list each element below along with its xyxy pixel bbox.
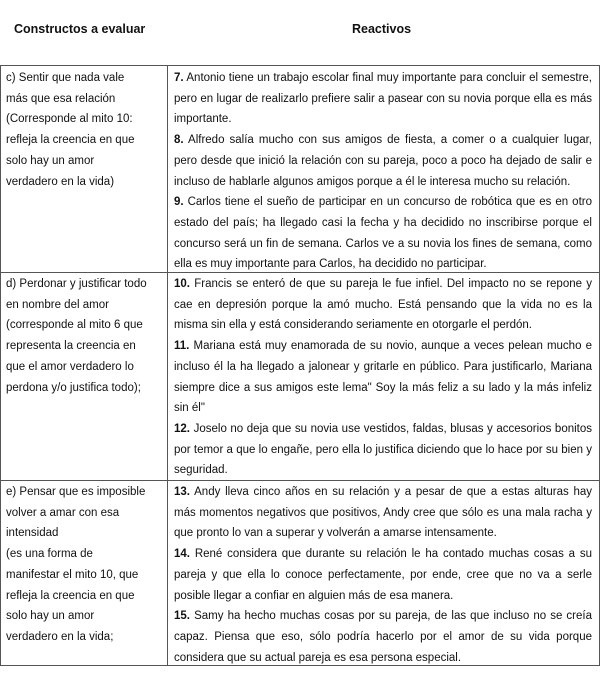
item-number: 9.: [174, 196, 184, 209]
column-divider: [167, 66, 168, 666]
construct-cell: [6, 274, 166, 398]
construct-line: (corresponde al mito 6 que: [6, 319, 143, 332]
construct-line: intensidad: [6, 527, 59, 540]
items-cell: [174, 274, 592, 481]
item-number: 15.: [174, 610, 190, 623]
construct-line: c) Sentir que nada vale: [6, 72, 125, 84]
construct-line: solo hay un amor: [6, 610, 95, 623]
construct-line: manifestar el mito 10, que: [6, 568, 139, 581]
item-text: Alfredo salía mucho con sus amigos de fiesta, a comer o a cualquier lugar, pero desde que inició la relación con su pareja, poco a poco ha dejado de salir e incluso de hablarle algunos amigos porque a él le interesa mucho su relación.: [174, 134, 593, 188]
construct-line: perdona y/o justifica todo);: [6, 381, 141, 394]
item-text: Samy ha hecho muchas cosas por su pareja, de las que incluso no se creía capaz. Piensa que eso, sólo podría hacerlo por el amor de su vida porque considera que su actual pareja es esa persona especial.: [174, 610, 592, 664]
construct-cell: [6, 68, 166, 192]
construct-line: verdadero en la vida): [6, 175, 115, 188]
items-cell: [174, 68, 592, 275]
construct-line: en nombre del amor: [6, 298, 109, 311]
construct-line: volver a amar con esa: [6, 506, 120, 519]
construct-cell: [6, 482, 166, 648]
item-number: 14.: [174, 548, 190, 561]
construct-line: más que esa relación: [6, 92, 116, 105]
item-number: 7.: [174, 72, 184, 84]
item-text: Mariana está muy enamorada de su novio, aunque a veces pelean mucho e incluso él la ha llegado a jalonear y gritarle en público. Para justificarlo, Mariana siempre dice a sus amigos este lema" Soy la más feliz a su lado y la más infeliz sin él": [174, 340, 592, 415]
item-text: Carlos tiene el sueño de participar en un concurso de robótica que es en otro estado del país; ha llegado casi la fecha y ha decidido no inscribirse porque el concurso será un fin de semana. Carlos ve a su novia los fines de semana, como ella es muy importante para Carlos, ha decidido no participar.: [174, 196, 592, 271]
construct-line: solo hay un amor: [6, 154, 95, 167]
construct-line: e) Pensar que es imposible: [6, 486, 146, 498]
item-paragraph: [174, 336, 592, 419]
item-paragraph: [174, 482, 592, 544]
item-paragraph: [174, 419, 592, 481]
construct-line: refleja la creencia en que: [6, 589, 135, 602]
item-paragraph: [174, 606, 592, 668]
table-header: [0, 0, 600, 58]
item-number: 12.: [174, 422, 190, 435]
items-cell: [174, 482, 592, 668]
header-constructs: Constructos a evaluar: [14, 22, 146, 36]
item-paragraph: [174, 544, 592, 606]
item-number: 8.: [174, 134, 184, 147]
item-number: 13.: [174, 486, 190, 498]
item-number: 10.: [174, 278, 190, 290]
item-paragraph: [174, 192, 592, 275]
item-text: Antonio tiene un trabajo escolar final muy importante para concluir el semestre, pero en lugar de realizarlo prefiere salir a pasear con su novia porque ella es más importante.: [174, 72, 593, 126]
item-paragraph: [174, 68, 592, 130]
item-text: Joselo no deja que su novia use vestidos, faldas, blusas y accesorios bonitos por temor a que lo engañe, pero ella lo justifica diciendo que lo hace por su bien y seguridad.: [174, 422, 592, 477]
item-text: Andy lleva cinco años en su relación y a pesar de que a estas alturas hay más momentos negativos que positivos, Andy cree que sólo es una mala racha y que pronto lo van a superar y volverán a amarse intensamente.: [174, 486, 593, 540]
construct-line: d) Perdonar y justificar todo: [6, 278, 147, 290]
item-paragraph: [174, 274, 592, 336]
item-number: 11.: [174, 340, 190, 353]
construct-line: (Corresponde al mito 10:: [6, 113, 133, 126]
column-divider: [0, 66, 1, 666]
construct-line: verdadero en la vida;: [6, 630, 114, 643]
construct-line: que el amor verdadero lo: [6, 360, 134, 373]
item-text: Francis se enteró de que su pareja le fue infiel. Del impacto no se repone y cae en depresión porque la amó mucho. Está pensando que la vida no es la misma sin ella y está considerando seriamente en otorgarle el perdón.: [174, 278, 592, 332]
header-reactivos: Reactivos: [352, 22, 412, 36]
row-divider: [0, 65, 600, 66]
construct-line: representa la creencia en: [6, 340, 136, 353]
item-paragraph: [174, 130, 592, 192]
construct-line: (es una forma de: [6, 548, 93, 561]
item-text: René considera que durante su relación le ha contado muchas cosas a su pareja y que ella lo conoce perfectamente, por ende, cree que no va a serle posible llegar a confiar en alguien más de esa manera.: [174, 548, 592, 602]
construct-line: refleja la creencia en que: [6, 134, 135, 147]
